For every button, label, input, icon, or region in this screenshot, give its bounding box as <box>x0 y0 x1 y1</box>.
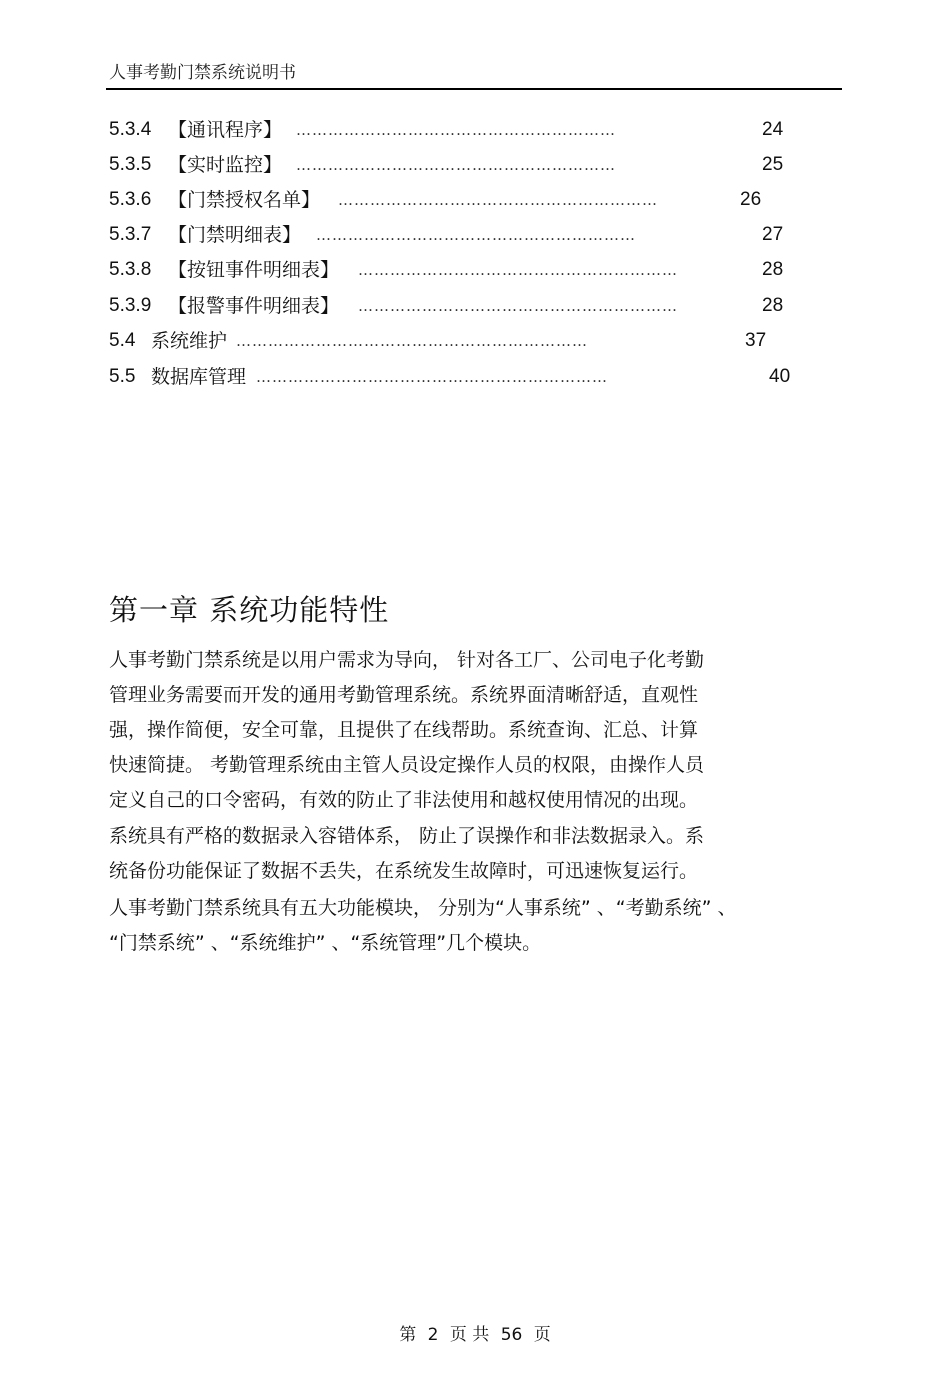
toc-page: 40 <box>769 366 791 387</box>
body-line: 人事考勤门禁系统是以用户需求为导向， 针对各工厂、公司电子化考勤 <box>109 649 705 671</box>
toc-title: 【门禁明细表】 <box>168 224 302 246</box>
toc-page: 37 <box>745 330 767 351</box>
toc-page: 24 <box>762 119 784 140</box>
chapter-heading: 第一章 系统功能特性 <box>109 593 390 627</box>
toc-title: 【实时监控】 <box>168 154 283 176</box>
toc-number: 5.3.4 <box>109 119 152 140</box>
header-divider <box>106 88 842 90</box>
body-line: 强，操作简便，安全可靠，且提供了在线帮助。系统查询、汇总、计算 <box>109 719 699 741</box>
toc-number: 5.3.5 <box>109 154 152 175</box>
toc-number: 5.4 <box>109 330 136 351</box>
toc-title: 【按钮事件明细表】 <box>168 259 340 281</box>
footer-suffix: 页 <box>533 1325 551 1345</box>
page-footer <box>0 1320 950 1345</box>
toc-leader: ………………………………………………………… <box>256 368 608 386</box>
body-line: 统备份功能保证了数据不丢失，在系统发生故障时，可迅速恢复运行。 <box>109 860 699 882</box>
toc-number: 5.3.9 <box>109 295 152 316</box>
body-line: 系统具有严格的数据录入容错体系， 防止了误操作和非法数据录入。系 <box>109 825 705 847</box>
toc-leader: ………………………………………………………… <box>236 332 588 350</box>
toc-leader: …………………………………………………… <box>338 191 658 209</box>
toc-title: 【门禁授权名单】 <box>168 189 321 211</box>
toc-title: 【通讯程序】 <box>168 119 283 141</box>
toc-number: 5.3.6 <box>109 189 152 210</box>
toc-number: 5.5 <box>109 366 136 387</box>
toc-leader: …………………………………………………… <box>316 226 636 244</box>
toc-leader: …………………………………………………… <box>358 261 678 279</box>
toc-title: 数据库管理 <box>151 366 247 388</box>
toc-leader: …………………………………………………… <box>296 121 616 139</box>
toc-page: 28 <box>762 295 784 316</box>
toc-number: 5.3.7 <box>109 224 152 245</box>
body-line: 定义自己的口令密码，有效的防止了非法使用和越权使用情况的出现。 <box>109 789 699 811</box>
body-line: “门禁系统” 、“系统维护” 、“系统管理”几个模块。 <box>109 932 542 954</box>
toc-leader: …………………………………………………… <box>296 156 616 174</box>
toc-page: 28 <box>762 259 784 280</box>
toc-page: 26 <box>740 189 762 210</box>
toc-leader: …………………………………………………… <box>358 297 678 315</box>
toc-title: 【报警事件明细表】 <box>168 295 340 317</box>
footer-prefix: 第 <box>399 1325 417 1345</box>
current-page-number: 2 <box>427 1325 439 1345</box>
toc-number: 5.3.8 <box>109 259 152 280</box>
total-page-count: 56 <box>500 1325 523 1345</box>
body-line: 管理业务需要而开发的通用考勤管理系统。系统界面清晰舒适，直观性 <box>109 684 699 706</box>
body-line: 人事考勤门禁系统具有五大功能模块， 分别为“人事系统” 、“考勤系统” 、 <box>109 897 737 919</box>
document-title: 人事考勤门禁系统说明书 <box>109 63 296 83</box>
toc-page: 25 <box>762 154 784 175</box>
footer-middle: 页 共 <box>449 1325 490 1345</box>
body-line: 快速简捷。 考勤管理系统由主管人员设定操作人员的权限，由操作人员 <box>109 754 705 776</box>
toc-title: 系统维护 <box>151 330 228 352</box>
toc-page: 27 <box>762 224 784 245</box>
